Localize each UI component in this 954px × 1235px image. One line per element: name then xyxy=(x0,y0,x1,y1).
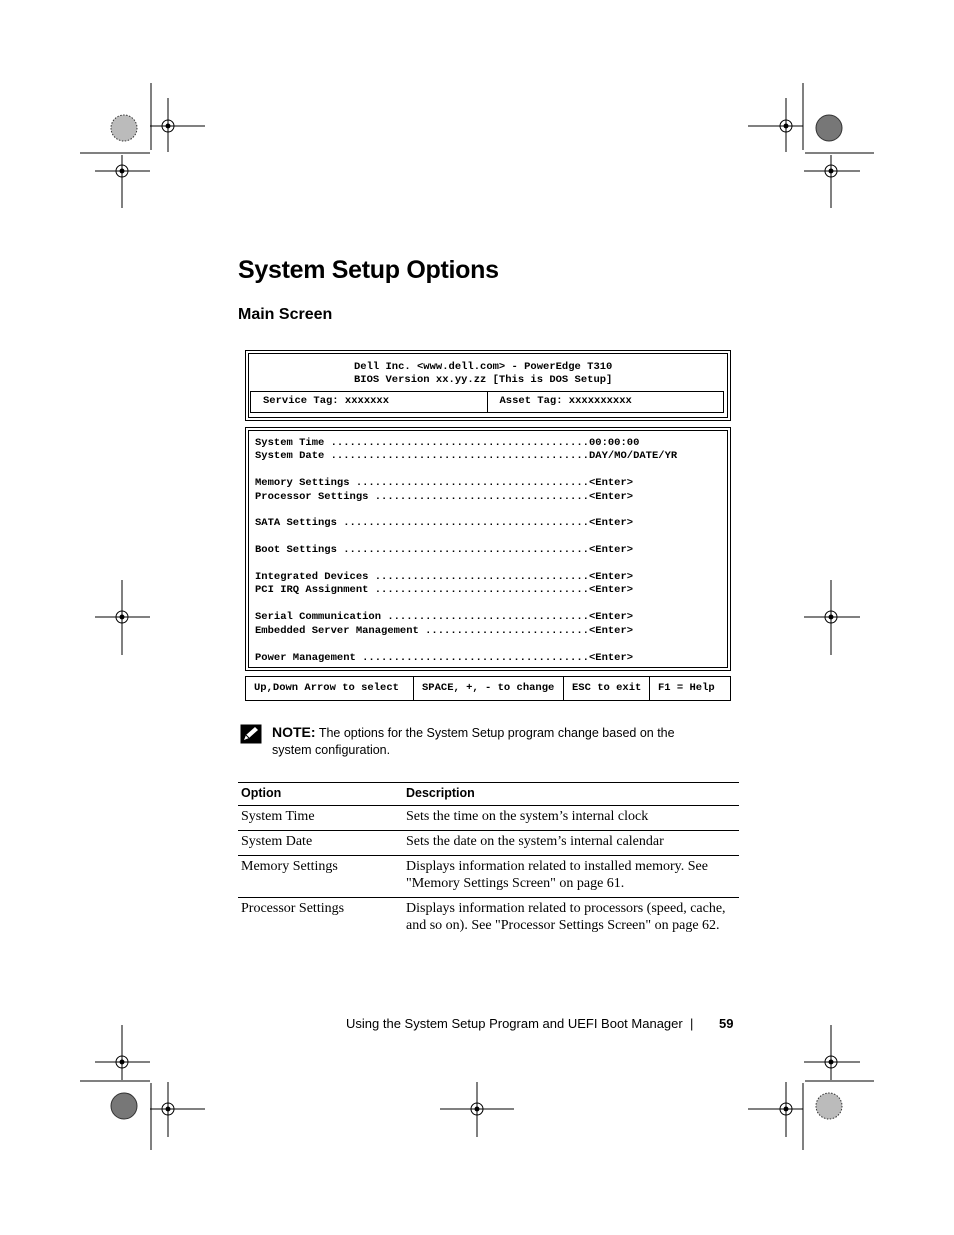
bios-header-line1: Dell Inc. <www.dell.com> - PowerEdge T310 xyxy=(354,361,613,373)
tag-row xyxy=(250,391,724,413)
bios-header-line2: BIOS Version xx.yy.zz [This is DOS Setup] xyxy=(354,374,613,386)
note-text: The options for the System Setup program change based on the system configuration. xyxy=(272,726,675,757)
key-exit: ESC to exit xyxy=(563,677,649,700)
bios-menu-label: Memory Settings ..................................... xyxy=(255,477,589,490)
footer-text: Using the System Setup Program and UEFI Boot Manager xyxy=(346,1016,683,1031)
bios-menu-label: SATA Settings ....................................... xyxy=(255,517,589,530)
bios-menu-value: <Enter> xyxy=(588,544,634,557)
bios-menu-item xyxy=(255,584,725,597)
options-table xyxy=(238,782,739,939)
page-number: 59 xyxy=(719,1016,734,1031)
bios-menu-value: <Enter> xyxy=(588,490,634,503)
bios-menu-item xyxy=(255,450,725,463)
bios-menu-value: <Enter> xyxy=(588,477,634,490)
footer-separator: | xyxy=(690,1016,694,1031)
bios-menu-value: <Enter> xyxy=(588,517,634,530)
bios-menu-label: PCI IRQ Assignment .................................. xyxy=(255,584,589,597)
key-help: F1 = Help xyxy=(649,677,730,700)
bios-menu-value: DAY/MO/DATE/YR xyxy=(588,450,678,463)
bios-menu-item xyxy=(255,504,725,517)
bios-menu-label: Integrated Devices .................................. xyxy=(255,571,589,584)
note xyxy=(272,724,702,759)
bios-menu-value: <Enter> xyxy=(588,584,634,597)
bios-menu-item xyxy=(255,571,725,584)
description-cell: Sets the date on the system’s internal calendar xyxy=(403,831,739,856)
page-title: System Setup Options xyxy=(238,256,499,284)
note-label: NOTE: xyxy=(272,724,316,740)
table-row xyxy=(238,898,739,940)
table-row xyxy=(238,806,739,831)
bios-menu-item xyxy=(255,477,725,490)
bios-menu-value: <Enter> xyxy=(588,651,634,664)
bios-keys-row xyxy=(245,676,731,701)
key-select: Up,Down Arrow to select xyxy=(254,681,399,694)
bios-menu-list xyxy=(255,437,725,665)
bios-menu-label: Processor Settings .................................. xyxy=(255,490,589,503)
bios-menu-label: Power Management .................................... xyxy=(255,651,589,664)
option-cell: Processor Settings xyxy=(241,901,345,916)
bios-menu-value: 00:00:00 xyxy=(588,437,640,449)
bios-menu-value: <Enter> xyxy=(588,571,634,584)
key-change: SPACE, +, - to change xyxy=(413,677,563,700)
header-description: Description xyxy=(403,783,739,806)
bios-menu-item xyxy=(255,437,725,450)
bios-menu-item xyxy=(255,652,725,665)
table-row xyxy=(238,856,739,898)
bios-menu-item xyxy=(255,558,725,571)
bios-menu-value: <Enter> xyxy=(588,611,634,624)
bios-menu-item xyxy=(255,598,725,611)
table-row xyxy=(238,831,739,856)
bios-menu-item xyxy=(255,544,725,557)
bios-menu-item xyxy=(255,491,725,504)
bios-menu-label: Embedded Server Management .......................... xyxy=(255,624,589,637)
bios-menu-item xyxy=(255,517,725,530)
bios-menu-label: System Time ......................................... xyxy=(255,437,589,449)
description-cell: Sets the time on the system’s internal clock xyxy=(403,806,739,831)
section-title: Main Screen xyxy=(238,306,333,323)
bios-menu-label: Boot Settings ....................................... xyxy=(255,544,589,557)
table-header-row xyxy=(238,783,739,806)
option-cell: System Time xyxy=(238,806,403,831)
bios-menu-item xyxy=(255,625,725,638)
bios-menu-item xyxy=(255,464,725,477)
bios-menu-value: <Enter> xyxy=(588,624,634,637)
service-tag: Service Tag: xxxxxxx xyxy=(263,395,390,408)
description-cell: Displays information related to installed memory. See "Memory Settings Screen" on page 61. xyxy=(403,856,739,898)
bios-menu-label: System Date ......................................... xyxy=(255,450,589,463)
bios-menu-label: Serial Communication ................................ xyxy=(255,611,589,624)
option-cell: System Date xyxy=(238,831,403,856)
bios-menu-item xyxy=(255,531,725,544)
bios-menu-item xyxy=(255,611,725,624)
bios-menu-item xyxy=(255,638,725,651)
header-option: Option xyxy=(238,783,403,806)
description-cell: Displays information related to processors (speed, cache, and so on). See "Processor Settings Screen" on page 62. xyxy=(406,901,726,933)
note-pencil-icon xyxy=(240,724,262,744)
asset-tag: Asset Tag: xxxxxxxxxx xyxy=(487,392,724,412)
option-cell: Memory Settings xyxy=(238,856,403,898)
